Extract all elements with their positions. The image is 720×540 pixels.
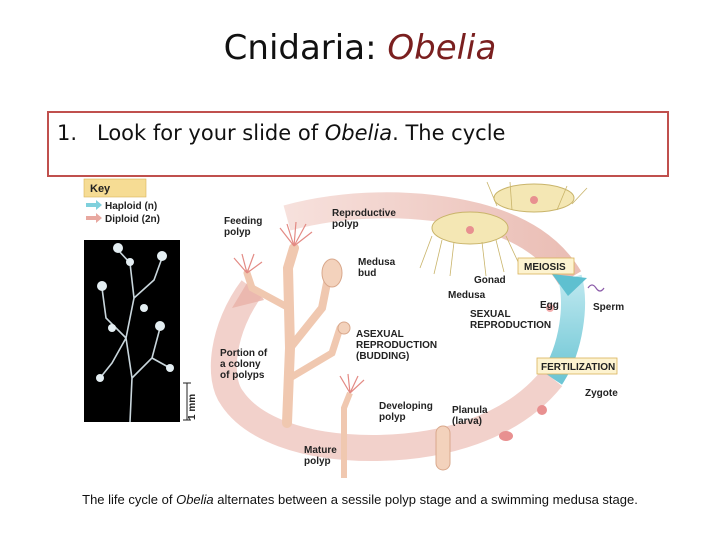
label-developing-1: Developing	[379, 401, 433, 412]
label-fertilization: FERTILIZATION	[541, 362, 616, 373]
item-text-after: . The cycle	[392, 121, 506, 145]
diploid-arrow-icon	[86, 213, 102, 223]
key-diploid: Diploid (2n)	[105, 214, 160, 225]
label-asexual-3: (BUDDING)	[356, 351, 410, 362]
caption-before: The life cycle of	[82, 492, 177, 507]
planula	[499, 431, 513, 441]
label-medusa-bud-2: bud	[358, 268, 377, 279]
label-medusa: Medusa	[448, 290, 486, 301]
label-egg: Egg	[540, 300, 559, 311]
scale-label: 1 mm	[187, 393, 198, 420]
sperm-icon	[588, 285, 604, 291]
colony-photo	[84, 240, 198, 422]
label-sperm: Sperm	[593, 302, 625, 313]
label-asexual-1: ASEXUAL	[356, 329, 404, 340]
zygote-icon	[537, 405, 547, 415]
item-text-italic: Obelia	[324, 121, 393, 145]
label-mature-2: polyp	[304, 456, 331, 467]
label-portion-2: a colony	[220, 359, 261, 370]
key-title: Key	[90, 183, 111, 195]
label-reproductive-polyp-2: polyp	[332, 219, 359, 230]
label-feeding-polyp-1: Feeding	[224, 216, 263, 227]
developing-polyp	[436, 426, 450, 470]
item-text-before: Look for your slide of	[97, 121, 325, 145]
slide-title	[0, 28, 720, 68]
instruction-textbox[interactable]	[47, 111, 669, 177]
key-haploid: Haploid (n)	[105, 201, 158, 212]
label-feeding-polyp-2: polyp	[224, 227, 251, 238]
label-reproductive-polyp-1: Reproductive	[332, 208, 396, 219]
item-number: 1.	[57, 121, 78, 145]
label-asexual-2: REPRODUCTION	[356, 340, 438, 351]
label-zygote: Zygote	[585, 388, 618, 399]
colony-stalk	[287, 248, 294, 423]
figure-caption	[0, 492, 720, 507]
haploid-arrow-icon	[86, 200, 102, 210]
label-medusa-bud-1: Medusa	[358, 257, 396, 268]
label-sexual-1: SEXUAL	[470, 309, 511, 320]
instruction-line	[57, 121, 505, 145]
figure-key	[84, 179, 160, 225]
caption-italic: Obelia	[176, 492, 214, 507]
label-planula-2: (larva)	[452, 416, 483, 427]
obelia-life-cycle-figure	[82, 178, 638, 478]
label-sexual-2: REPRODUCTION	[470, 320, 552, 331]
label-mature-1: Mature	[304, 445, 337, 456]
label-planula-1: Planula	[452, 405, 488, 416]
label-portion-1: Portion of	[220, 348, 268, 359]
title-prefix: Cnidaria:	[223, 28, 388, 68]
label-gonad: Gonad	[474, 275, 506, 286]
reproductive-polyp	[322, 259, 342, 287]
label-meiosis: MEIOSIS	[524, 262, 566, 273]
caption-after: alternates between a sessile polyp stage and a swimming medusa stage.	[213, 492, 638, 507]
title-genus: Obelia	[387, 28, 497, 68]
label-developing-2: polyp	[379, 412, 406, 423]
label-portion-3: of polyps	[220, 370, 265, 381]
